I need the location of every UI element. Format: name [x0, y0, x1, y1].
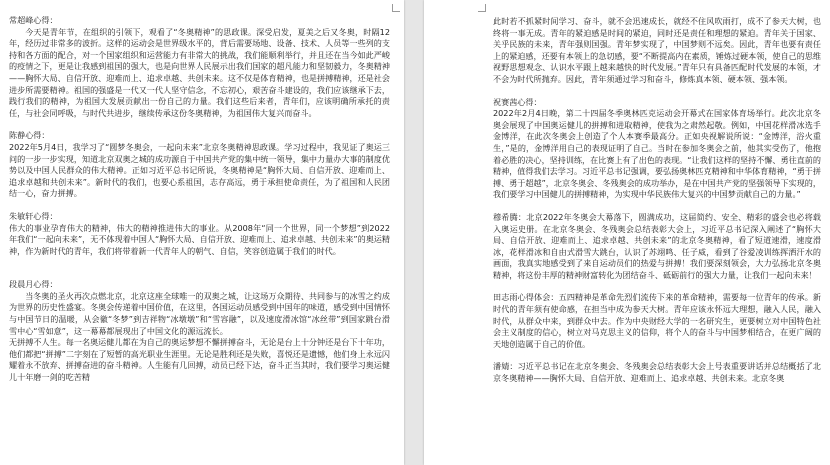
blank-line	[9, 257, 390, 268]
paragraph-tian: 田志雨心得体会：五四精神是革命先烈们流传下来的革命精神，需要每一位青年的传承。新时代的青年须有使命感，在担当中成为参天大树。青年应该永怀远大理想，融入人民，融入时代，从群众中来，到群众中去。作为中央财经大学的一名研究生，更要树立对中国特色社会主义制度的信心，树立对马克思主义的信仰，将个人的奋斗与中国梦相结合，在更广阔的天地创造属于自己的价值。	[493, 292, 821, 349]
paragraph-zhu: 伟大的事业孕育伟大的精神，伟大的精神推进伟大的事业。从2008年“同一个世界，同一个梦想”到2022年我们“一起向未来”，无不体现着中国人“胸怀大局、自信开放、迎难而上、追求卓越、共创未来”的奥运精神，作为新时代的青年，我们将带着新一代青年人的朝气、自信，笑容创造属于我们的时代。	[9, 222, 390, 256]
blank-line	[493, 86, 821, 97]
blank-line	[493, 281, 821, 292]
paragraph-mu: 穆希腾：北京2022年冬奥会大幕落下，圆满成功，这届简约、安全、精彩的盛会也必将载入奥运史册。在北京冬奥会、冬残奥会总结表彰大会上，习近平总书记深入阐述了“胸怀大局、自信开放、迎难而上、追求卓越、共创未来”的北京冬奥精神，看了短道速滑，速度滑冰，花样滑冰和自由式滑雪大跳台，认识了苏翊鸣、任子威，看到了谷爱凌训练挥洒汗水的画面，我真实地感受到了来自运动员们的热爱与拼搏！我们要深刻领会，大力弘扬北京冬奥精神，将这份丰厚的精神财富转化为团结奋斗、砥砺前行的强大力量，让我们一起向未来！	[493, 211, 821, 280]
heading-chang: 常超峰心得：	[9, 15, 58, 25]
paragraph-duan-1: 当冬奥的圣火再次点燃北京，北京这座全球唯一的双奥之城，让这场万众期待、共同参与的冰雪之约成为世界的历史性盛宴。冬奥会传递着中国价值，在这里，各国运动员感受到中国年的味道，感受到中国情怀与中国节日的温暖，从会徽“冬梦”到吉祥物“冰墩墩”和“雪容融”，以及速度滑冰馆“冰丝带”到国家跳台滑雪中心“雪如意”，这一幕幕都展现出了中国文化的源远流长。	[9, 290, 390, 336]
paragraph-duan-2: 无拼搏不人生。每一名奥运健儿都在为自己的奥运梦想不懈拼搏奋斗，无论是台上十分钟还是台下十年功，他们都把“拼搏”二字刻在了短暂的高光职业生涯里。无论是胜利还是失败，喜悦还是遗憾，他们身上永远闪耀着永不放弃、拼搏奋进的奋斗精神。人生能有几回搏，动员已经下达，奋斗正当其时，我们要学习奥运健儿十年磨一剑的吃苦精	[9, 337, 390, 383]
blank-line	[493, 201, 821, 212]
blank-line	[9, 119, 390, 130]
paragraph-zhu-saiqian: 2022年2月4日晚，第二十四届冬季奥林匹克运动会开幕式在国家体育场举行。此次北京冬奥会展现了中国奥运健儿的拼搏和进取精神，使我为之肃然起敬。例如，中国花样滑冰选手金博洋，在此次冬奥会上创造了个人本赛季最高分。正如央视解说所说：“金博洋，浴火重生，”是的，金博洋用自己的表现证明了自己。当时在参加冬奥会之前，他其实受伤了，他抱着必胜的决心，坚持训练，在比赛上有了出色的表现。“让我们这样的坚持不懈、勇往直前的精神，值得我们去学习。习近平总书记强调，要弘扬奥林匹克精神和中华体育精神，“勇于拼搏、勇于超越”，北京冬奥会、冬残奥会的成功举办，是在中国共产党的坚强领导下实现的，我们要学习中国健儿的拼搏精神，为实现中华民族伟大复兴的中国梦贡献自己的力量。”	[493, 108, 821, 200]
heading-zhu-saiqian: 祝赛茜心得：	[493, 96, 542, 107]
right-page	[424, 0, 830, 465]
heading-chen: 陈静心得：	[9, 130, 50, 141]
page-corner-mark	[392, 4, 400, 12]
paragraph-continued: 此时若不抓紧时间学习、奋斗，就不会迅速成长，就经不住风吹雨打，成不了参天大树，也终将一事无成。青年的紧迫感是时间的紧迫，同时还是责任和理想的紧迫。青年关于国家、关乎民族的未来，青年强则国强。青年梦实现了，中国梦则不远矣。因此，青年也要有责任上的紧迫感，还要有本领上的急切感，要“不断提高内在素质，锤炼过硬本领，使自己的思维视野思想观念、认识水平跟上越来越快的时代发展。”青年只有具备匹配时代发展的本领，才不会为时代所抛弃。因此，青年须通过学习和奋斗，修炼真本领、硬本领、强本领。	[493, 16, 821, 84]
heading-duan: 段晨月心得：	[9, 279, 58, 290]
page-corner-mark	[478, 4, 486, 12]
paragraph-pan: 潘婧：习近平总书记在北京冬奥会、冬残奥会总结表彰大会上号表重要讲话并总结概括了北京冬奥精神——胸怀大局、自信开放、迎难而上、追求卓越、共创未来。北京冬奥	[493, 361, 821, 384]
blank-line	[9, 200, 390, 211]
blank-line	[493, 350, 821, 361]
blank-line	[9, 268, 390, 279]
left-page	[0, 0, 404, 465]
heading-zhu: 朱敏轩心得：	[9, 210, 58, 221]
paragraph-chang: 今天是青年节，在组织的引领下，观看了“冬奥精神”的思政课。深受启发，夏美之后又冬奥，时隔12年，经历过非常多的波折。这样的运动会是世界级水平的，背后需要场地、设备、技术、人员等一些列的支持和各方面的配合，对一个国家组织和运营能力有非常大的挑战，我们能顺利举行，并且还在当今如此严峻的疫情之下，更是让我感到祖国的强大，也是向世界人民展示出我们国家的超凡能力和坚韧毅力，冬奥精神——胸怀大局、自信开放、迎难而上、追求卓越、共创未来。这不仅是体育精神，也是拼搏精神，还是社会进步所需要精神。祖国的强盛是一代又一代人坚守信念，不忘初心，艰苦奋斗建设的，我们应该继承下去，践行我们的精神，为祖国大发展贡献出一份自己的力量。我们这些后来者，青年们，应该明确所承托的责任，与社会同呼吸，与时代共进步，继续传承这份冬奥精神，为祖国伟大复兴而奋斗。	[9, 26, 390, 118]
right-page-content	[493, 16, 821, 385]
left-page-content	[9, 15, 390, 384]
paragraph-chen: 2022年5月4日，我学习了“圆梦冬奥会，一起向未来”北京冬奥精神思政课。学习过程中，我见证了奥运三问的一步一步实现，知道北京双奥之城的成功源自于中国共产党的集中统一领导，集中力量办大事的制度优势以及中国人民群众的伟大精神。正如习近平总书记所说，冬奥精神是“胸怀大局、自信开放、迎难而上、追求卓越和共创未来”。新时代的我们，也要心系祖国，志存高远，勇于承担使命责任，为了祖国和人民团结一心，奋力拼搏。	[9, 141, 390, 199]
